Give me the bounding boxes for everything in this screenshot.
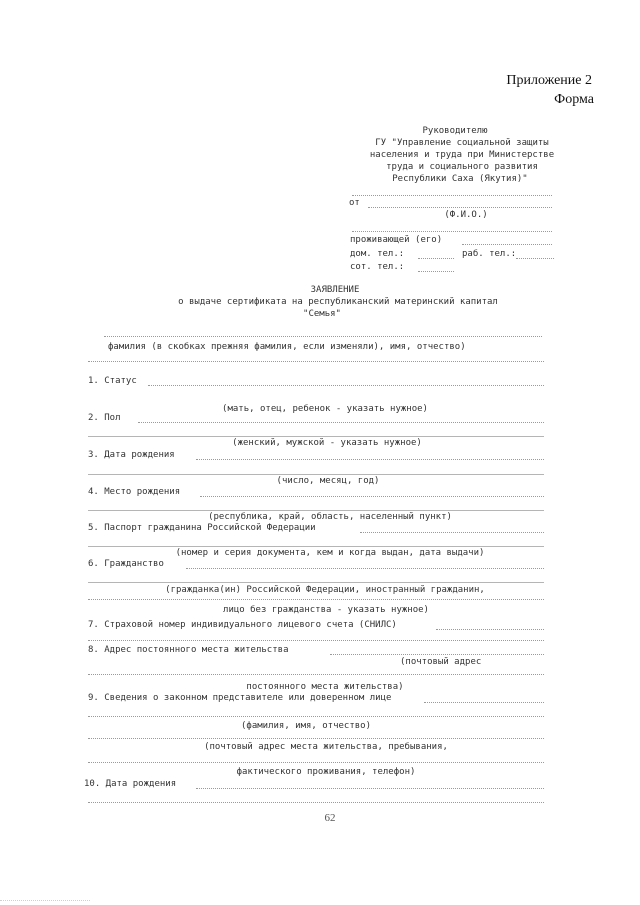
field-status-hint: (мать, отец, ребенок - указать нужное) [222,404,428,414]
field-representative-hint-3: фактического проживания, телефон) [236,767,416,777]
field-snils-label: 7. Страховой номер индивидуального лицевого счета (СНИЛС) [88,620,397,630]
field-representative-label: 9. Сведения о законном представителе или доверенном лице [88,693,392,703]
field-birthplace-hint: (республика, край, область, населенный пункт) [208,512,452,522]
field-passport-hint: (номер и серия документа, кем и когда выдан, дата выдачи) [175,548,485,558]
fio-hint: (Ф.И.О.) [444,210,488,220]
home-phone-label: дом. тел.: [350,249,405,259]
addressee-title: Руководителю [422,126,488,136]
field-address-hint-2: постоянного места жительства) [246,682,404,692]
field-citizenship-hint-2: лицо без гражданства - указать нужное) [223,605,429,615]
appendix-label: Приложение 2 [506,73,592,88]
field-passport-label: 5. Паспорт гражданина Российской Федерации [88,523,316,533]
title-heading: ЗАЯВЛЕНИЕ [310,285,360,295]
field-status-label: 1. Статус [88,376,137,386]
field-address-hint: (почтовый адрес [400,657,482,667]
addressee-org-line-3: труда и социального развития [386,162,538,172]
title-subtitle-2: "Семья" [303,309,341,319]
field-birthplace-label: 4. Место рождения [88,487,181,497]
mobile-phone-label: сот. тел.: [350,262,405,272]
field-birthdate-hint: (число, месяц, год) [276,476,380,486]
field-birthdate-2-label: 10. Дата рождения [84,779,177,789]
field-representative-hint-2: (почтовый адрес места жительства, пребывания, [204,742,448,752]
page-number: 62 [324,812,336,824]
addressee-org-line-4: Республики Саха (Якутия)" [392,174,528,184]
field-citizenship-label: 6. Гражданство [88,559,164,569]
field-representative-hint: (фамилия, имя, отчество) [240,721,372,731]
title-subtitle-1: о выдаче сертификата на республиканский материнский капитал [178,297,498,307]
addressee-org-line-1: ГУ "Управление социальной защиты [375,138,549,148]
name-hint: фамилия (в скобках прежняя фамилия, если изменяли), имя, отчество) [108,342,466,352]
residing-label: проживающей (его) [350,235,443,245]
field-citizenship-hint: (гражданка(ин) Российской Федерации, иностранный гражданин, [165,585,485,595]
addressee-org-line-2: населения и труда при Министерстве [369,150,555,160]
field-birthdate-label: 3. Дата рождения [88,450,175,460]
form-label: Форма [554,92,594,107]
field-gender-hint: (женский, мужской - указать нужное) [232,438,422,448]
field-gender-label: 2. Пол [88,413,121,423]
from-label: от [349,198,360,208]
field-address-label: 8. Адрес постоянного места жительства [88,645,289,655]
work-phone-label: раб. тел.: [462,249,517,259]
